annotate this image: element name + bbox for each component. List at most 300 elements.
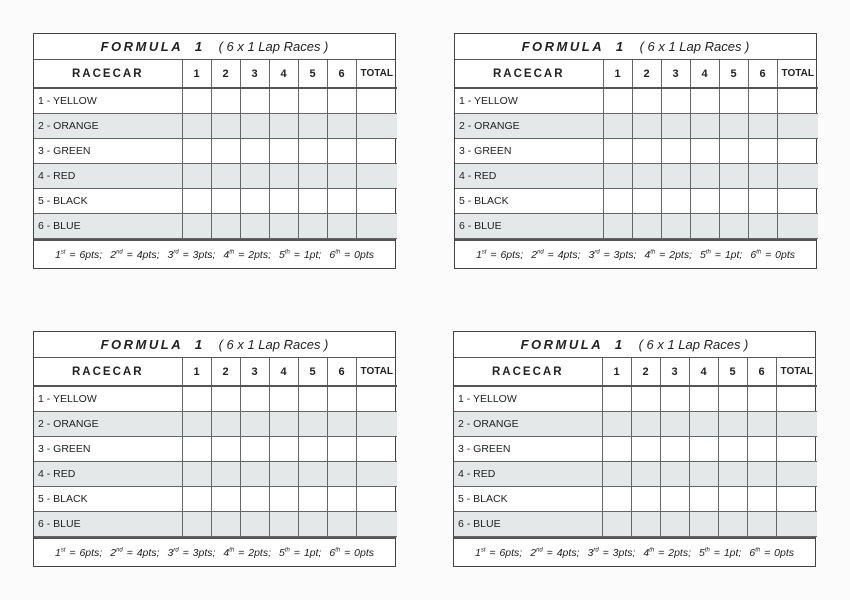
place-number: 3: [167, 546, 174, 559]
race-4-header: 4: [269, 358, 298, 386]
race-2-score-cell[interactable]: [631, 386, 660, 412]
total-score-cell[interactable]: [776, 412, 817, 437]
race-1-score-cell[interactable]: [182, 114, 211, 139]
race-2-score-cell[interactable]: [631, 412, 660, 437]
points-legend: [454, 537, 815, 566]
race-2-score-cell[interactable]: [211, 114, 240, 139]
race-4-score-cell[interactable]: [689, 512, 718, 537]
car-row: [34, 114, 397, 139]
place-number: 3: [588, 248, 595, 261]
race-5-header: 5: [298, 60, 327, 88]
race-4-score-cell[interactable]: [689, 462, 718, 487]
race-4-score-cell[interactable]: [269, 189, 298, 214]
race-5-score-cell[interactable]: [718, 437, 747, 462]
race-2-score-cell[interactable]: [211, 412, 240, 437]
card-title: [454, 332, 815, 358]
race-4-header: 4: [690, 60, 719, 88]
race-6-score-cell[interactable]: [327, 114, 356, 139]
race-2-score-cell[interactable]: [211, 462, 240, 487]
car-row: [455, 114, 818, 139]
race-6-score-cell[interactable]: [748, 214, 777, 239]
racecar-header: RACECAR: [34, 60, 182, 88]
total-score-cell[interactable]: [356, 512, 397, 537]
place-number: 5: [700, 248, 706, 261]
race-6-score-cell[interactable]: [747, 462, 776, 487]
car-name: 3 - GREEN: [34, 139, 182, 164]
race-1-score-cell[interactable]: [602, 412, 631, 437]
race-1-header: 1: [602, 358, 631, 386]
score-table: [455, 60, 818, 239]
place-suffix: th: [284, 547, 290, 553]
points-value: = 1pt;: [289, 546, 322, 559]
points-item: [700, 249, 742, 261]
place-number: 4: [223, 248, 230, 261]
race-3-score-cell[interactable]: [240, 114, 269, 139]
race-1-score-cell[interactable]: [603, 164, 632, 189]
race-1-score-cell[interactable]: [182, 512, 211, 537]
race-4-score-cell[interactable]: [690, 139, 719, 164]
car-name: 5 - BLACK: [34, 487, 182, 512]
total-score-cell[interactable]: [777, 88, 818, 114]
race-2-score-cell[interactable]: [631, 462, 660, 487]
race-3-score-cell[interactable]: [660, 437, 689, 462]
place-number: 4: [223, 546, 230, 559]
total-score-cell[interactable]: [356, 114, 397, 139]
race-6-score-cell[interactable]: [327, 386, 356, 412]
car-name: 2 - ORANGE: [455, 114, 603, 139]
car-name: 3 - GREEN: [34, 437, 182, 462]
race-2-score-cell[interactable]: [211, 512, 240, 537]
place-number: 3: [587, 546, 594, 559]
race-6-score-cell[interactable]: [748, 139, 777, 164]
race-5-score-cell[interactable]: [298, 462, 327, 487]
car-row: [454, 386, 817, 412]
score-table: [34, 358, 397, 537]
car-name: 1 - YELLOW: [455, 88, 603, 114]
race-2-score-cell[interactable]: [211, 487, 240, 512]
car-name: 6 - BLUE: [34, 512, 182, 537]
race-3-score-cell[interactable]: [240, 462, 269, 487]
race-3-score-cell[interactable]: [240, 164, 269, 189]
place-suffix: rd: [173, 249, 179, 255]
race-1-score-cell[interactable]: [182, 462, 211, 487]
points-item: [167, 249, 215, 261]
race-3-score-cell[interactable]: [660, 386, 689, 412]
race-4-score-cell[interactable]: [269, 462, 298, 487]
total-score-cell[interactable]: [356, 487, 397, 512]
points-item: [476, 249, 523, 261]
total-score-cell[interactable]: [777, 164, 818, 189]
total-header: TOTAL: [777, 60, 818, 88]
car-row: [34, 512, 397, 537]
header-row: [34, 358, 397, 386]
race-3-score-cell[interactable]: [661, 164, 690, 189]
place-suffix: th: [335, 249, 341, 255]
race-3-score-cell[interactable]: [661, 189, 690, 214]
points-value: = 1pt;: [709, 546, 742, 559]
race-3-score-cell[interactable]: [240, 88, 269, 114]
card-title-subtitle: ( 6 x 1 Lap Races ): [638, 337, 749, 352]
race-3-score-cell[interactable]: [660, 487, 689, 512]
race-2-header: 2: [211, 60, 240, 88]
race-5-score-cell[interactable]: [718, 487, 747, 512]
race-1-score-cell[interactable]: [182, 164, 211, 189]
race-5-score-cell[interactable]: [719, 114, 748, 139]
race-4-score-cell[interactable]: [269, 214, 298, 239]
points-item: [110, 249, 159, 261]
race-6-header: 6: [748, 60, 777, 88]
total-score-cell[interactable]: [356, 437, 397, 462]
points-value: = 6pts;: [485, 546, 523, 559]
race-2-score-cell[interactable]: [631, 512, 660, 537]
card-title: [34, 332, 395, 358]
race-2-header: 2: [632, 60, 661, 88]
race-6-header: 6: [327, 358, 356, 386]
points-value: = 4pts;: [122, 546, 160, 559]
race-5-score-cell[interactable]: [298, 412, 327, 437]
points-legend: [34, 239, 395, 268]
car-name: 4 - RED: [34, 164, 182, 189]
place-suffix: th: [704, 547, 710, 553]
race-6-score-cell[interactable]: [748, 189, 777, 214]
race-2-score-cell[interactable]: [211, 386, 240, 412]
points-item: [223, 249, 271, 261]
race-1-score-cell[interactable]: [182, 88, 211, 114]
points-value: = 0pts: [760, 546, 795, 559]
race-4-score-cell[interactable]: [269, 437, 298, 462]
place-suffix: th: [284, 249, 290, 255]
car-name: 5 - BLACK: [454, 487, 602, 512]
race-4-score-cell[interactable]: [689, 437, 718, 462]
place-suffix: rd: [593, 547, 599, 553]
total-header: TOTAL: [776, 358, 817, 386]
race-1-score-cell[interactable]: [182, 487, 211, 512]
race-2-score-cell[interactable]: [632, 189, 661, 214]
race-3-score-cell[interactable]: [661, 139, 690, 164]
car-row: [34, 214, 397, 239]
race-5-score-cell[interactable]: [719, 164, 748, 189]
card-title-subtitle: ( 6 x 1 Lap Races ): [218, 39, 329, 54]
place-number: 1: [474, 546, 481, 559]
place-suffix: th: [229, 249, 235, 255]
points-item: [588, 249, 636, 261]
race-4-score-cell[interactable]: [269, 412, 298, 437]
total-score-cell[interactable]: [356, 164, 397, 189]
race-3-score-cell[interactable]: [240, 487, 269, 512]
car-name: 4 - RED: [455, 164, 603, 189]
race-4-score-cell[interactable]: [269, 164, 298, 189]
race-1-score-cell[interactable]: [182, 386, 211, 412]
car-name: 4 - RED: [34, 462, 182, 487]
race-4-score-cell[interactable]: [269, 487, 298, 512]
points-value: = 2pts;: [654, 546, 691, 559]
total-score-cell[interactable]: [776, 512, 817, 537]
race-1-score-cell[interactable]: [602, 462, 631, 487]
race-5-score-cell[interactable]: [298, 437, 327, 462]
race-3-score-cell[interactable]: [660, 412, 689, 437]
race-2-score-cell[interactable]: [631, 437, 660, 462]
place-number: 5: [279, 248, 285, 261]
race-6-score-cell[interactable]: [327, 139, 356, 164]
place-number: 1: [475, 248, 482, 261]
points-item: [475, 547, 522, 559]
place-suffix: th: [335, 547, 341, 553]
race-1-score-cell[interactable]: [182, 214, 211, 239]
race-6-score-cell[interactable]: [327, 462, 356, 487]
scorecard-bottom-right: [453, 331, 816, 567]
points-item: [223, 547, 271, 559]
race-1-score-cell[interactable]: [182, 412, 211, 437]
total-score-cell[interactable]: [356, 386, 397, 412]
race-1-score-cell[interactable]: [182, 189, 211, 214]
race-4-score-cell[interactable]: [690, 164, 719, 189]
car-name: 2 - ORANGE: [454, 412, 602, 437]
race-4-score-cell[interactable]: [689, 487, 718, 512]
points-value: = 3pts;: [598, 546, 636, 559]
car-name: 4 - RED: [454, 462, 602, 487]
race-5-score-cell[interactable]: [719, 139, 748, 164]
race-1-header: 1: [603, 60, 632, 88]
race-5-score-cell[interactable]: [298, 487, 327, 512]
race-3-score-cell[interactable]: [661, 214, 690, 239]
race-5-score-cell[interactable]: [298, 214, 327, 239]
race-1-score-cell[interactable]: [182, 139, 211, 164]
race-5-score-cell[interactable]: [298, 139, 327, 164]
race-2-score-cell[interactable]: [211, 189, 240, 214]
race-3-score-cell[interactable]: [240, 139, 269, 164]
points-item: [329, 249, 374, 261]
race-2-score-cell[interactable]: [211, 437, 240, 462]
total-score-cell[interactable]: [776, 437, 817, 462]
race-4-score-cell[interactable]: [690, 88, 719, 114]
race-4-score-cell[interactable]: [269, 139, 298, 164]
place-number: 4: [644, 248, 651, 261]
race-5-score-cell[interactable]: [298, 88, 327, 114]
race-6-score-cell[interactable]: [327, 189, 356, 214]
place-suffix: th: [229, 547, 235, 553]
car-name: 2 - ORANGE: [34, 114, 182, 139]
total-score-cell[interactable]: [777, 214, 818, 239]
race-2-score-cell[interactable]: [211, 164, 240, 189]
header-row: [34, 60, 397, 88]
race-5-score-cell[interactable]: [719, 214, 748, 239]
race-2-score-cell[interactable]: [632, 214, 661, 239]
place-suffix: nd: [116, 547, 123, 553]
race-5-score-cell[interactable]: [298, 386, 327, 412]
total-score-cell[interactable]: [777, 189, 818, 214]
race-6-score-cell[interactable]: [747, 386, 776, 412]
race-5-score-cell[interactable]: [298, 114, 327, 139]
race-5-score-cell[interactable]: [298, 512, 327, 537]
race-6-score-cell[interactable]: [327, 487, 356, 512]
total-score-cell[interactable]: [777, 114, 818, 139]
race-3-score-cell[interactable]: [240, 386, 269, 412]
race-2-score-cell[interactable]: [211, 88, 240, 114]
scorecard-top-left: [33, 33, 396, 269]
race-3-header: 3: [660, 358, 689, 386]
race-6-score-cell[interactable]: [327, 437, 356, 462]
race-3-score-cell[interactable]: [660, 512, 689, 537]
points-value: = 2pts;: [655, 248, 692, 261]
race-1-score-cell[interactable]: [602, 437, 631, 462]
race-3-score-cell[interactable]: [661, 114, 690, 139]
race-2-score-cell[interactable]: [632, 114, 661, 139]
place-suffix: st: [60, 547, 66, 553]
race-6-score-cell[interactable]: [748, 164, 777, 189]
car-name: 3 - GREEN: [455, 139, 603, 164]
race-4-score-cell[interactable]: [269, 114, 298, 139]
race-5-score-cell[interactable]: [719, 88, 748, 114]
car-row: [455, 189, 818, 214]
total-score-cell[interactable]: [776, 487, 817, 512]
race-5-header: 5: [718, 358, 747, 386]
card-title-main: FORMULA 1: [100, 337, 205, 352]
total-score-cell[interactable]: [356, 189, 397, 214]
race-5-score-cell[interactable]: [298, 189, 327, 214]
points-value: = 0pts: [340, 546, 375, 559]
car-row: [34, 487, 397, 512]
race-1-score-cell[interactable]: [602, 512, 631, 537]
place-number: 6: [750, 248, 757, 261]
points-item: [750, 249, 795, 261]
total-score-cell[interactable]: [356, 139, 397, 164]
car-row: [34, 88, 397, 114]
race-6-score-cell[interactable]: [327, 512, 356, 537]
race-2-score-cell[interactable]: [632, 164, 661, 189]
race-6-score-cell[interactable]: [327, 412, 356, 437]
race-6-score-cell[interactable]: [747, 437, 776, 462]
race-1-score-cell[interactable]: [182, 437, 211, 462]
race-6-score-cell[interactable]: [747, 512, 776, 537]
race-5-score-cell[interactable]: [718, 386, 747, 412]
car-row: [454, 487, 817, 512]
place-number: 6: [329, 248, 336, 261]
car-row: [454, 512, 817, 537]
race-3-score-cell[interactable]: [240, 437, 269, 462]
race-4-score-cell[interactable]: [690, 114, 719, 139]
place-number: 5: [699, 546, 705, 559]
race-1-score-cell[interactable]: [603, 88, 632, 114]
scorecard-bottom-left: [33, 331, 396, 567]
total-score-cell[interactable]: [356, 462, 397, 487]
place-suffix: rd: [594, 249, 600, 255]
place-number: 6: [329, 546, 336, 559]
total-header: TOTAL: [356, 60, 397, 88]
header-row: [454, 358, 817, 386]
race-1-score-cell[interactable]: [603, 189, 632, 214]
race-1-score-cell[interactable]: [603, 214, 632, 239]
race-3-score-cell[interactable]: [240, 214, 269, 239]
points-value: = 3pts;: [178, 546, 216, 559]
points-item: [643, 547, 691, 559]
total-score-cell[interactable]: [776, 462, 817, 487]
race-1-score-cell[interactable]: [603, 114, 632, 139]
points-value: = 4pts;: [122, 248, 160, 261]
car-name: 5 - BLACK: [455, 189, 603, 214]
race-5-score-cell[interactable]: [719, 189, 748, 214]
race-1-score-cell[interactable]: [602, 487, 631, 512]
car-row: [34, 437, 397, 462]
card-title: [34, 34, 395, 60]
race-2-score-cell[interactable]: [632, 139, 661, 164]
race-5-score-cell[interactable]: [298, 164, 327, 189]
race-5-score-cell[interactable]: [718, 512, 747, 537]
points-item: [531, 249, 580, 261]
race-4-score-cell[interactable]: [690, 214, 719, 239]
total-score-cell[interactable]: [356, 88, 397, 114]
race-3-score-cell[interactable]: [240, 189, 269, 214]
car-row: [34, 462, 397, 487]
race-4-score-cell[interactable]: [689, 412, 718, 437]
race-3-header: 3: [240, 358, 269, 386]
points-value: = 3pts;: [599, 248, 637, 261]
racecar-header: RACECAR: [455, 60, 603, 88]
car-row: [454, 437, 817, 462]
score-table: [454, 358, 817, 537]
points-legend: [34, 537, 395, 566]
race-3-score-cell[interactable]: [661, 88, 690, 114]
race-5-header: 5: [298, 358, 327, 386]
race-3-score-cell[interactable]: [660, 462, 689, 487]
place-number: 1: [54, 546, 61, 559]
race-4-score-cell[interactable]: [690, 189, 719, 214]
points-value: = 0pts: [761, 248, 796, 261]
total-score-cell[interactable]: [356, 214, 397, 239]
race-2-score-cell[interactable]: [211, 139, 240, 164]
place-suffix: th: [649, 547, 655, 553]
race-5-score-cell[interactable]: [718, 412, 747, 437]
race-1-score-cell[interactable]: [603, 139, 632, 164]
race-4-score-cell[interactable]: [269, 88, 298, 114]
race-5-score-cell[interactable]: [718, 462, 747, 487]
race-1-header: 1: [182, 358, 211, 386]
total-score-cell[interactable]: [356, 412, 397, 437]
total-score-cell[interactable]: [776, 386, 817, 412]
race-6-score-cell[interactable]: [748, 114, 777, 139]
place-number: 2: [531, 248, 538, 261]
race-6-header: 6: [747, 358, 776, 386]
race-6-score-cell[interactable]: [747, 487, 776, 512]
points-value: = 6pts;: [65, 546, 103, 559]
race-6-score-cell[interactable]: [747, 412, 776, 437]
race-4-score-cell[interactable]: [269, 386, 298, 412]
total-header: TOTAL: [356, 358, 397, 386]
race-3-score-cell[interactable]: [240, 412, 269, 437]
race-6-score-cell[interactable]: [327, 214, 356, 239]
race-2-score-cell[interactable]: [631, 487, 660, 512]
race-4-score-cell[interactable]: [689, 386, 718, 412]
race-2-score-cell[interactable]: [211, 214, 240, 239]
place-suffix: st: [60, 249, 66, 255]
place-suffix: th: [650, 249, 656, 255]
score-table: [34, 60, 397, 239]
place-number: 5: [279, 546, 285, 559]
race-1-score-cell[interactable]: [602, 386, 631, 412]
race-3-score-cell[interactable]: [240, 512, 269, 537]
points-value: = 2pts;: [234, 248, 271, 261]
race-4-score-cell[interactable]: [269, 512, 298, 537]
race-6-score-cell[interactable]: [748, 88, 777, 114]
race-6-score-cell[interactable]: [327, 164, 356, 189]
race-6-score-cell[interactable]: [327, 88, 356, 114]
race-2-header: 2: [631, 358, 660, 386]
car-name: 5 - BLACK: [34, 189, 182, 214]
race-2-score-cell[interactable]: [632, 88, 661, 114]
car-name: 6 - BLUE: [455, 214, 603, 239]
car-row: [455, 88, 818, 114]
total-score-cell[interactable]: [777, 139, 818, 164]
place-suffix: nd: [116, 249, 123, 255]
